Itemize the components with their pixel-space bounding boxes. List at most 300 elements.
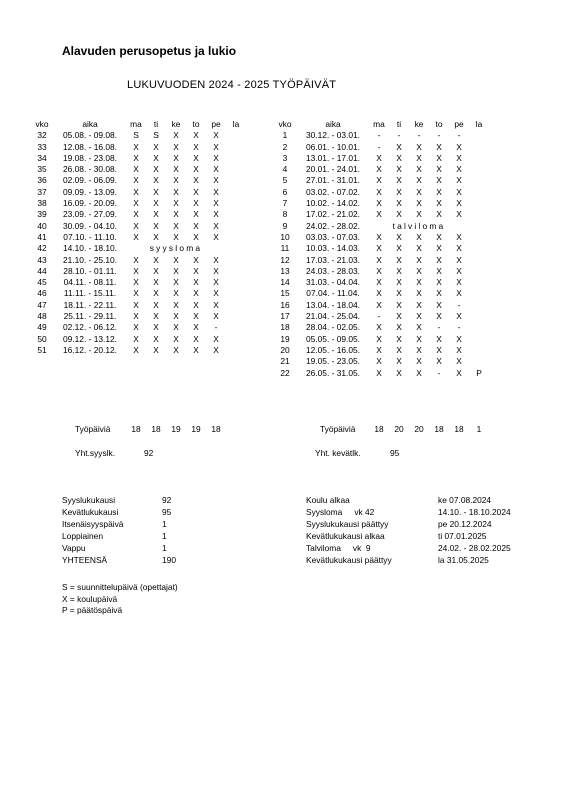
day-ke: X bbox=[416, 175, 422, 186]
day-to: X bbox=[436, 186, 442, 197]
day-pe: X bbox=[456, 209, 462, 220]
day-ma: X bbox=[376, 265, 382, 276]
day-ti: X bbox=[396, 333, 402, 344]
day-ke: X bbox=[416, 198, 422, 209]
day-to: X bbox=[436, 277, 442, 288]
day-ti: X bbox=[153, 344, 159, 355]
day-ma: X bbox=[133, 265, 139, 276]
day-la bbox=[469, 175, 489, 186]
autumn-total-label: Yht.syyslk. bbox=[75, 448, 116, 458]
day-ma: X bbox=[376, 231, 382, 242]
week-dates: 27.01. - 31.01. bbox=[305, 175, 360, 186]
day-ti: X bbox=[396, 299, 402, 310]
info-value: la 31.05.2025 bbox=[438, 554, 489, 565]
day-to: X bbox=[193, 186, 199, 197]
week-number: 42 bbox=[37, 243, 47, 254]
table-row bbox=[30, 255, 246, 266]
table-row bbox=[30, 187, 246, 198]
document-title: Alavuden perusopetus ja lukio bbox=[62, 44, 237, 58]
week-dates: 16.12. - 20.12. bbox=[62, 344, 117, 355]
day-ma: X bbox=[133, 333, 139, 344]
week-number: 37 bbox=[37, 186, 47, 197]
info-value: 14.10. - 18.10.2024 bbox=[438, 506, 511, 517]
day-ma: - bbox=[377, 141, 381, 152]
summary-label: YHTEENSÄ bbox=[62, 554, 108, 565]
day-la bbox=[226, 334, 246, 345]
workday-count: 18 bbox=[131, 424, 141, 434]
week-dates: 03.02. - 07.02. bbox=[305, 186, 360, 197]
week-number: 39 bbox=[37, 209, 47, 220]
day-ma: X bbox=[376, 367, 382, 378]
day-pe: X bbox=[456, 333, 462, 344]
day-ti: X bbox=[396, 356, 402, 367]
day-ti: X bbox=[396, 311, 402, 322]
day-ke: X bbox=[173, 311, 179, 322]
day-to: X bbox=[436, 333, 442, 344]
day-to: - bbox=[437, 130, 441, 141]
day-ma: X bbox=[133, 209, 139, 220]
day-la bbox=[226, 243, 246, 254]
week-dates: 24.03. - 28.03. bbox=[305, 265, 360, 276]
day-ma: X bbox=[133, 322, 139, 333]
day-ma: X bbox=[376, 356, 382, 367]
day-to: X bbox=[436, 243, 442, 254]
day-la bbox=[469, 288, 489, 299]
day-to: - bbox=[437, 367, 441, 378]
day-to: X bbox=[193, 141, 199, 152]
week-number: 16 bbox=[280, 299, 290, 310]
week-dates: 18.11. - 22.11. bbox=[63, 299, 117, 310]
day-ke: X bbox=[173, 141, 179, 152]
day-ma: - bbox=[377, 311, 381, 322]
info-label-text: Koulu alkaa bbox=[306, 495, 350, 505]
day-ma: X bbox=[376, 243, 382, 254]
day-to: X bbox=[193, 322, 199, 333]
day-ti: X bbox=[153, 231, 159, 242]
day-ti: X bbox=[396, 198, 402, 209]
day-la: P bbox=[476, 367, 482, 378]
day-ma: X bbox=[376, 344, 382, 355]
week-number: 21 bbox=[280, 356, 290, 367]
week-dates: 19.08. - 23.08. bbox=[62, 152, 117, 163]
summary-row bbox=[62, 495, 202, 507]
info-row bbox=[306, 519, 538, 531]
day-ma: X bbox=[376, 254, 382, 265]
day-la bbox=[469, 187, 489, 198]
day-la bbox=[469, 311, 489, 322]
table-row bbox=[273, 255, 489, 266]
autumn-header-row bbox=[30, 119, 246, 130]
day-ma: X bbox=[376, 333, 382, 344]
day-ti: X bbox=[153, 333, 159, 344]
table-row bbox=[273, 209, 489, 220]
info-week: vk 9 bbox=[352, 542, 371, 553]
week-number: 1 bbox=[282, 130, 288, 141]
day-header-pe: pe bbox=[454, 119, 464, 129]
week-dates: 30.09. - 04.10. bbox=[62, 220, 117, 231]
legend-item: P = päätöspäivä bbox=[62, 605, 123, 615]
legend-item: X = koulupäivä bbox=[62, 593, 118, 604]
day-ke: X bbox=[416, 141, 422, 152]
day-to: X bbox=[436, 141, 442, 152]
day-pe: X bbox=[456, 344, 462, 355]
day-pe: X bbox=[213, 311, 219, 322]
day-ma: X bbox=[133, 186, 139, 197]
day-ma: X bbox=[133, 277, 139, 288]
day-ke: X bbox=[173, 164, 179, 175]
info-row bbox=[306, 555, 538, 567]
week-number: 41 bbox=[37, 231, 47, 242]
week-dates: 09.09. - 13.09. bbox=[62, 186, 117, 197]
workday-count: 20 bbox=[414, 424, 424, 434]
workdays-label-autumn: Työpäiviä bbox=[75, 424, 111, 434]
day-ma: - bbox=[377, 130, 381, 141]
day-ti: S bbox=[153, 130, 159, 141]
day-ti: X bbox=[153, 152, 159, 163]
day-la bbox=[226, 277, 246, 288]
week-number: 47 bbox=[37, 299, 47, 310]
week-number: 38 bbox=[37, 198, 47, 209]
day-header-la: la bbox=[475, 119, 483, 129]
day-to: X bbox=[193, 254, 199, 265]
table-row bbox=[30, 142, 246, 153]
table-row bbox=[30, 266, 246, 277]
day-pe: X bbox=[213, 209, 219, 220]
day-la bbox=[226, 198, 246, 209]
info-label-text: Kevätlukukausi alkaa bbox=[306, 530, 385, 541]
day-to: X bbox=[193, 198, 199, 209]
day-la bbox=[226, 255, 246, 266]
day-pe: X bbox=[213, 333, 219, 344]
week-dates: 23.09. - 27.09. bbox=[62, 209, 117, 220]
day-la bbox=[226, 221, 246, 232]
day-ti: X bbox=[153, 254, 159, 265]
day-ti: X bbox=[153, 209, 159, 220]
day-ke: X bbox=[416, 243, 422, 254]
day-to: X bbox=[436, 288, 442, 299]
day-ma: X bbox=[133, 141, 139, 152]
table-row bbox=[30, 198, 246, 209]
workday-count: 19 bbox=[191, 424, 201, 434]
summary-label: Kevätlukukausi bbox=[62, 506, 119, 517]
week-dates: 02.09. - 06.09. bbox=[62, 175, 117, 186]
week-number: 5 bbox=[282, 175, 288, 186]
table-row bbox=[273, 334, 489, 345]
day-ma: X bbox=[133, 299, 139, 310]
day-la bbox=[469, 153, 489, 164]
info-row bbox=[306, 495, 538, 507]
week-number: 18 bbox=[280, 322, 290, 333]
day-ke: X bbox=[416, 209, 422, 220]
day-header-ti: ti bbox=[153, 119, 159, 129]
summary-value: 1 bbox=[162, 530, 167, 541]
day-to: X bbox=[193, 164, 199, 175]
day-header-ke: ke bbox=[171, 119, 181, 129]
summary-value: 95 bbox=[162, 506, 172, 517]
day-header-ke: ke bbox=[414, 119, 424, 129]
day-pe: X bbox=[456, 243, 462, 254]
autumn-calendar-table bbox=[30, 119, 246, 356]
day-ti: X bbox=[153, 141, 159, 152]
summary-row bbox=[62, 531, 202, 543]
week-dates: 12.05. - 16.05. bbox=[305, 344, 360, 355]
workday-count: 19 bbox=[171, 424, 181, 434]
day-ke: X bbox=[416, 344, 422, 355]
day-pe: X bbox=[213, 152, 219, 163]
day-ti: X bbox=[153, 175, 159, 186]
day-la bbox=[469, 300, 489, 311]
day-ti: X bbox=[153, 164, 159, 175]
day-pe: X bbox=[213, 288, 219, 299]
table-row bbox=[273, 356, 489, 367]
week-number: 7 bbox=[282, 198, 288, 209]
table-row bbox=[30, 221, 246, 232]
week-number: 46 bbox=[37, 288, 47, 299]
day-la bbox=[469, 255, 489, 266]
week-dates: 12.08. - 16.08. bbox=[62, 141, 117, 152]
table-row bbox=[30, 164, 246, 175]
day-ti: X bbox=[396, 254, 402, 265]
week-number: 10 bbox=[280, 231, 290, 242]
day-la bbox=[469, 130, 489, 141]
week-dates: 13.04. - 18.04. bbox=[305, 299, 360, 310]
day-to: X bbox=[436, 152, 442, 163]
day-to: X bbox=[436, 356, 442, 367]
summary-value: 1 bbox=[162, 518, 167, 529]
table-row bbox=[273, 187, 489, 198]
day-ke: X bbox=[416, 265, 422, 276]
day-ma: X bbox=[376, 299, 382, 310]
day-pe: X bbox=[213, 254, 219, 265]
week-dates: 11.11. - 15.11. bbox=[63, 288, 117, 299]
day-ti: X bbox=[153, 277, 159, 288]
day-pe: X bbox=[456, 164, 462, 175]
day-la bbox=[469, 322, 489, 333]
day-ke: X bbox=[416, 322, 422, 333]
day-ke: X bbox=[416, 186, 422, 197]
summary-row bbox=[62, 507, 202, 519]
day-ti: X bbox=[396, 277, 402, 288]
autumn-total-value: 92 bbox=[144, 448, 154, 458]
table-row bbox=[30, 345, 246, 356]
day-ma: X bbox=[376, 277, 382, 288]
day-ke: X bbox=[173, 152, 179, 163]
week-number: 34 bbox=[37, 152, 47, 163]
week-number: 4 bbox=[282, 164, 288, 175]
table-row bbox=[273, 368, 489, 379]
day-la bbox=[226, 209, 246, 220]
day-ti: X bbox=[396, 186, 402, 197]
day-ke: X bbox=[173, 175, 179, 186]
day-ti: X bbox=[153, 198, 159, 209]
day-pe: X bbox=[456, 141, 462, 152]
day-pe: X bbox=[456, 254, 462, 265]
day-pe: X bbox=[456, 288, 462, 299]
summary-label: Syyslukukausi bbox=[62, 495, 116, 505]
week-dates: 07.04. - 11.04. bbox=[306, 288, 360, 299]
week-number: 19 bbox=[280, 333, 290, 344]
day-to: X bbox=[436, 198, 442, 209]
legend bbox=[62, 582, 178, 617]
day-ti: X bbox=[396, 367, 402, 378]
day-to: X bbox=[193, 299, 199, 310]
day-ti: X bbox=[153, 299, 159, 310]
day-ma: X bbox=[376, 209, 382, 220]
table-row bbox=[30, 311, 246, 322]
day-ti: X bbox=[153, 186, 159, 197]
info-row bbox=[306, 507, 538, 519]
day-pe: X bbox=[213, 277, 219, 288]
day-ke: X bbox=[173, 130, 179, 141]
week-dates: 31.03. - 04.04. bbox=[305, 277, 360, 288]
day-to: X bbox=[193, 288, 199, 299]
day-ma: X bbox=[376, 164, 382, 175]
day-to: X bbox=[193, 333, 199, 344]
summary-row bbox=[62, 543, 202, 555]
day-ke: X bbox=[173, 277, 179, 288]
day-pe: X bbox=[456, 311, 462, 322]
day-pe: X bbox=[213, 344, 219, 355]
table-row bbox=[273, 277, 489, 288]
week-dates: 24.02. - 28.02. bbox=[305, 220, 360, 231]
week-number: 20 bbox=[280, 344, 290, 355]
week-number: 33 bbox=[37, 141, 47, 152]
table-row bbox=[30, 175, 246, 186]
day-to: X bbox=[193, 231, 199, 242]
day-ma: X bbox=[376, 175, 382, 186]
day-la bbox=[469, 209, 489, 220]
info-value: pe 20.12.2024 bbox=[438, 518, 492, 529]
day-to: X bbox=[436, 344, 442, 355]
day-la bbox=[226, 311, 246, 322]
day-pe: X bbox=[213, 130, 219, 141]
table-row bbox=[30, 334, 246, 345]
day-ti: X bbox=[153, 288, 159, 299]
day-pe: - bbox=[457, 130, 461, 141]
workday-count: 20 bbox=[394, 424, 404, 434]
day-pe: X bbox=[213, 220, 219, 231]
day-ma: X bbox=[133, 288, 139, 299]
week-number: 40 bbox=[37, 220, 47, 231]
day-pe: X bbox=[213, 198, 219, 209]
day-ti: X bbox=[153, 265, 159, 276]
table-row bbox=[273, 221, 489, 232]
day-to: X bbox=[193, 175, 199, 186]
day-ke: X bbox=[416, 164, 422, 175]
info-row bbox=[306, 531, 538, 543]
day-ti: X bbox=[396, 288, 402, 299]
day-pe: X bbox=[456, 265, 462, 276]
week-dates: 21.04. - 25.04. bbox=[305, 311, 360, 322]
info-label bbox=[306, 495, 438, 507]
day-la bbox=[469, 356, 489, 367]
week-dates: 06.01. - 10.01. bbox=[305, 141, 360, 152]
week-number: 9 bbox=[282, 220, 288, 231]
week-number: 45 bbox=[37, 277, 47, 288]
week-dates: 04.11. - 08.11. bbox=[63, 277, 117, 288]
week-number: 51 bbox=[37, 344, 47, 355]
day-pe: X bbox=[456, 152, 462, 163]
week-number: 22 bbox=[280, 367, 290, 378]
day-ti: X bbox=[396, 322, 402, 333]
day-to: X bbox=[193, 265, 199, 276]
week-dates: 09.12. - 13.12. bbox=[62, 333, 117, 344]
vko-header: vko bbox=[278, 119, 292, 129]
spring-calendar-table bbox=[273, 119, 489, 379]
day-la bbox=[469, 277, 489, 288]
day-to: X bbox=[436, 265, 442, 276]
day-header-ma: ma bbox=[373, 119, 385, 129]
week-dates: 17.02. - 21.02. bbox=[305, 209, 360, 220]
info-value: ke 07.08.2024 bbox=[438, 495, 492, 505]
info-label-text: Syyslukukausi päättyy bbox=[306, 518, 389, 529]
week-dates: 30.12. - 03.01. bbox=[305, 130, 360, 141]
day-ke: X bbox=[416, 356, 422, 367]
summary-label: Vappu bbox=[62, 542, 86, 553]
day-pe: X bbox=[456, 367, 462, 378]
table-row bbox=[273, 345, 489, 356]
info-label bbox=[306, 531, 438, 543]
day-ma: S bbox=[133, 130, 139, 141]
day-ti: - bbox=[397, 130, 401, 141]
week-dates: 14.10. - 18.10. bbox=[62, 243, 117, 254]
table-row bbox=[273, 198, 489, 209]
info-value: ti 07.01.2025 bbox=[438, 530, 487, 541]
week-number: 44 bbox=[37, 265, 47, 276]
day-ke: X bbox=[416, 254, 422, 265]
day-to: X bbox=[436, 231, 442, 242]
info-row bbox=[306, 543, 538, 555]
day-pe: X bbox=[456, 175, 462, 186]
workday-count: 18 bbox=[374, 424, 384, 434]
week-number: 49 bbox=[37, 322, 47, 333]
week-dates: 25.11. - 29.11. bbox=[63, 311, 117, 322]
day-la bbox=[469, 221, 489, 232]
week-dates: 17.03. - 21.03. bbox=[305, 254, 360, 265]
info-label bbox=[306, 543, 438, 555]
week-number: 11 bbox=[280, 243, 290, 254]
day-ke: X bbox=[416, 288, 422, 299]
week-dates: 10.02. - 14.02. bbox=[305, 198, 360, 209]
day-ti: X bbox=[396, 231, 402, 242]
day-to: X bbox=[193, 277, 199, 288]
week-dates: 07.10. - 11.10. bbox=[63, 231, 117, 242]
day-ti: X bbox=[396, 164, 402, 175]
day-ti: X bbox=[396, 243, 402, 254]
table-row bbox=[273, 266, 489, 277]
week-number: 32 bbox=[37, 130, 47, 141]
week-dates: 21.10. - 25.10. bbox=[62, 254, 117, 265]
summary-label: Loppiainen bbox=[62, 530, 103, 541]
day-ma: X bbox=[376, 288, 382, 299]
day-ke: X bbox=[173, 344, 179, 355]
week-number: 2 bbox=[282, 141, 288, 152]
day-pe: X bbox=[213, 231, 219, 242]
day-la bbox=[226, 164, 246, 175]
day-ke: X bbox=[173, 322, 179, 333]
day-header-ti: ti bbox=[396, 119, 402, 129]
day-la bbox=[469, 164, 489, 175]
table-row bbox=[273, 288, 489, 299]
day-ti: X bbox=[153, 220, 159, 231]
day-ma: X bbox=[133, 311, 139, 322]
day-ma: X bbox=[133, 164, 139, 175]
info-label-text: Kevätlukukausi päättyy bbox=[306, 554, 392, 565]
day-ma: X bbox=[376, 152, 382, 163]
table-row bbox=[30, 232, 246, 243]
day-pe: X bbox=[213, 175, 219, 186]
week-number: 43 bbox=[37, 254, 47, 265]
